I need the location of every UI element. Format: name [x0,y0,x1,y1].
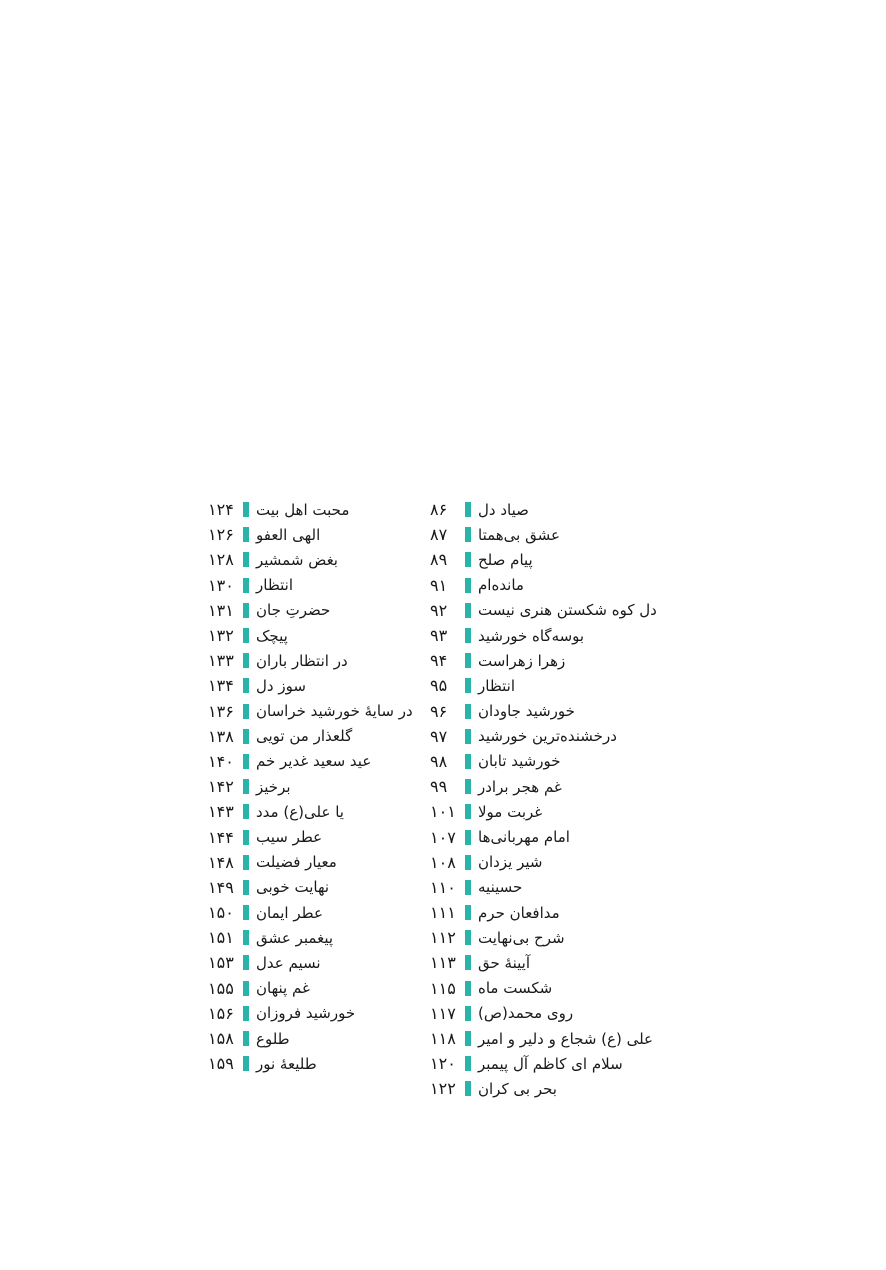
toc-entry[interactable] [430,749,670,774]
toc-entry-title: محبت اهل بیت [256,500,350,519]
toc-page-number: ۱۱۳ [430,953,456,973]
toc-page-number: ۱۴۹ [208,877,234,897]
toc-entry-title: خورشید جاودان [478,702,575,721]
toc-entry-title: غم هجر برادر [478,777,562,796]
toc-marker-icon [465,578,471,593]
toc-page-number: ۸۷ [430,525,448,545]
toc-entry[interactable] [430,950,670,975]
toc-marker-icon [243,628,249,643]
toc-marker-icon [243,880,249,895]
toc-page-number: ۱۲۲ [430,1079,456,1099]
toc-entry[interactable] [208,648,424,673]
toc-entry[interactable] [430,724,670,749]
toc-entry[interactable] [430,875,670,900]
toc-page-number: ۱۱۵ [430,978,456,998]
toc-entry[interactable] [208,749,424,774]
toc-column-left [208,497,424,1076]
toc-entry[interactable] [208,1051,424,1076]
toc-page-number: ۱۵۱ [208,928,234,948]
toc-page-number: ۹۹ [430,777,448,797]
toc-page-number: ۱۲۰ [430,1054,456,1074]
toc-entry-title: پیام صلح [478,550,533,569]
toc-entry[interactable] [208,950,424,975]
toc-entry-title: سلام ای کاظم آل پیمبر [478,1054,623,1073]
toc-entry[interactable] [430,1051,670,1076]
toc-page-number: ۱۲۴ [208,500,234,520]
toc-entry-title: گلعذار من تویی [256,727,353,746]
toc-marker-icon [243,981,249,996]
toc-page-number: ۱۵۵ [208,978,234,998]
toc-entry[interactable] [430,1001,670,1026]
toc-page-number: ۱۵۳ [208,953,234,973]
toc-entry[interactable] [430,925,670,950]
toc-page-number: ۱۵۰ [208,903,234,923]
toc-entry[interactable] [208,1001,424,1026]
toc-marker-icon [465,905,471,920]
toc-marker-icon [465,981,471,996]
toc-entry-title: غم پنهان [256,979,310,998]
toc-entry-title: دل کوه شکستن هنری نیست [478,601,657,620]
toc-page-number: ۹۳ [430,626,448,646]
toc-marker-icon [465,1006,471,1021]
toc-entry-title: طلیعهٔ نور [256,1054,317,1073]
toc-entry[interactable] [208,976,424,1001]
toc-entry-title: طلوع [256,1029,290,1048]
toc-page-number: ۹۴ [430,651,448,671]
toc-marker-icon [465,653,471,668]
toc-page-number: ۱۴۸ [208,852,234,872]
toc-entry-title: بحر بی کران [478,1079,557,1098]
toc-entry[interactable] [208,573,424,598]
toc-entry-title: صیاد دل [478,500,529,519]
toc-marker-icon [465,955,471,970]
toc-page-number: ۹۲ [430,600,448,620]
toc-marker-icon [243,855,249,870]
toc-marker-icon [243,804,249,819]
toc-page-number: ۱۵۸ [208,1029,234,1049]
toc-marker-icon [243,1006,249,1021]
toc-entry[interactable] [208,900,424,925]
toc-marker-icon [243,1056,249,1071]
toc-entry-title: بوسه‌گاه خورشید [478,626,585,645]
toc-marker-icon [465,1081,471,1096]
toc-marker-icon [243,552,249,567]
toc-page-number: ۱۱۱ [430,903,456,923]
toc-page-number: ۱۴۴ [208,827,234,847]
toc-page-number: ۱۳۱ [208,600,234,620]
toc-entry[interactable] [208,547,424,572]
toc-page-number: ۱۰۱ [430,802,456,822]
toc-marker-icon [243,1031,249,1046]
toc-marker-icon [465,527,471,542]
toc-entry-title: انتظار [256,576,293,595]
toc-entry[interactable] [430,699,670,724]
toc-entry-title: شکست ماه [478,979,553,998]
toc-marker-icon [465,855,471,870]
toc-entry[interactable] [430,673,670,698]
toc-entry-title: در سایهٔ خورشید خراسان [256,702,413,721]
toc-entry-title: خورشید فروزان [256,1004,356,1023]
toc-marker-icon [465,603,471,618]
toc-page-number: ۱۲۸ [208,550,234,570]
toc-entry[interactable] [430,774,670,799]
toc-entry-title: مانده‌ام [478,576,524,595]
toc-entry[interactable] [208,774,424,799]
toc-entry-title: عید سعید غدیر خم [256,752,372,771]
toc-entry[interactable] [208,623,424,648]
toc-entry-title: حضرتِ جان [256,601,331,620]
toc-page-number: ۱۲۶ [208,525,234,545]
toc-entry[interactable] [208,699,424,724]
toc-entry-title: روی محمد(ص) [478,1004,574,1023]
toc-page-number: ۱۳۸ [208,726,234,746]
toc-entry-title: یا علی(ع) مدد [256,802,344,821]
toc-entry-title: بغض شمشیر [256,550,338,569]
toc-page-number: ۱۳۳ [208,651,234,671]
toc-entry[interactable] [430,1026,670,1051]
toc-entry[interactable] [208,824,424,849]
toc-entry-title: آیینهٔ حق [478,953,530,972]
toc-entry-title: سوز دل [256,676,306,695]
toc-entry-title: برخیز [256,777,291,796]
toc-marker-icon [465,502,471,517]
toc-entry-title: معیار فضیلت [256,853,337,872]
toc-marker-icon [465,1056,471,1071]
toc-page-number: ۱۱۲ [430,928,456,948]
toc-entry[interactable] [208,522,424,547]
toc-entry-title: انتظار [478,676,515,695]
toc-marker-icon [465,779,471,794]
toc-page-number: ۱۳۶ [208,701,234,721]
toc-marker-icon [243,729,249,744]
toc-entry[interactable] [208,799,424,824]
toc-entry[interactable] [208,1026,424,1051]
toc-page-number: ۱۵۹ [208,1054,234,1074]
toc-entry-title: نسیم عدل [256,953,321,972]
toc-marker-icon [243,930,249,945]
toc-page-number: ۱۱۷ [430,1003,456,1023]
toc-entry-title: الهی العفو [256,525,321,544]
toc-page-number: ۱۴۰ [208,751,234,771]
toc-marker-icon [243,678,249,693]
toc-page-number: ۹۵ [430,676,448,696]
toc-column-right [430,497,670,1102]
toc-marker-icon [243,754,249,769]
toc-page-number: ۹۱ [430,575,448,595]
toc-entry[interactable] [430,598,670,623]
toc-entry-title: پیچک [256,626,288,645]
toc-entry[interactable] [430,522,670,547]
toc-entry-title: علی (ع) شجاع و دلیر و امیر [478,1029,653,1048]
toc-entry-title: خورشید تابان [478,752,561,771]
toc-entry-title: عشق بی‌همتا [478,525,560,544]
toc-entry[interactable] [430,573,670,598]
toc-marker-icon [243,578,249,593]
toc-marker-icon [465,830,471,845]
toc-page-number: ۱۰۸ [430,852,456,872]
toc-entry-title: نهایت خوبی [256,878,330,897]
toc-marker-icon [243,502,249,517]
toc-marker-icon [243,779,249,794]
toc-entry-title: عطر ایمان [256,903,323,922]
toc-entry[interactable] [430,900,670,925]
toc-page-number: ۹۸ [430,751,448,771]
toc-page-number: ۱۵۶ [208,1003,234,1023]
toc-entry-title: شیر یزدان [478,853,543,872]
toc-entry-title: شرح بی‌نهایت [478,928,565,947]
toc-entry[interactable] [430,976,670,1001]
toc-entry-title: عطر سیب [256,828,323,847]
toc-marker-icon [243,955,249,970]
toc-marker-icon [243,830,249,845]
toc-entry[interactable] [208,875,424,900]
toc-marker-icon [465,628,471,643]
toc-entry[interactable] [208,850,424,875]
toc-entry[interactable] [430,799,670,824]
toc-marker-icon [243,704,249,719]
toc-entry-title: حسینیه [478,878,523,897]
toc-marker-icon [465,930,471,945]
toc-marker-icon [465,754,471,769]
toc-marker-icon [243,653,249,668]
toc-entry[interactable] [430,824,670,849]
toc-marker-icon [465,678,471,693]
toc-marker-icon [465,552,471,567]
toc-page-number: ۱۱۸ [430,1029,456,1049]
toc-marker-icon [243,905,249,920]
toc-entry[interactable] [430,497,670,522]
toc-entry-title: امام مهربانی‌ها [478,828,570,847]
toc-entry-title: در انتظار باران [256,651,348,670]
toc-entry[interactable] [208,497,424,522]
toc-page-number: ۱۳۴ [208,676,234,696]
toc-marker-icon [465,1031,471,1046]
toc-page-number: ۸۹ [430,550,448,570]
toc-entry-title: درخشنده‌ترین خورشید [478,727,617,746]
toc-marker-icon [243,603,249,618]
toc-page-number: ۹۶ [430,701,448,721]
toc-marker-icon [465,704,471,719]
toc-entry[interactable] [430,623,670,648]
toc-marker-icon [465,804,471,819]
toc-marker-icon [465,880,471,895]
toc-page-number: ۱۰۷ [430,827,456,847]
toc-entry-title: پیغمبر عشق [256,928,334,947]
toc-entry[interactable] [208,598,424,623]
toc-marker-icon [465,729,471,744]
toc-entry[interactable] [208,724,424,749]
toc-entry[interactable] [430,1076,670,1101]
toc-page-number: ۱۳۰ [208,575,234,595]
toc-page-number: ۱۴۲ [208,777,234,797]
toc-marker-icon [243,527,249,542]
toc-entry[interactable] [208,673,424,698]
toc-page-number: ۸۶ [430,500,448,520]
toc-entry-title: غربت مولا [478,802,543,821]
toc-entry[interactable] [430,547,670,572]
toc-entry[interactable] [208,925,424,950]
toc-entry-title: زهرا زهراست [478,651,566,670]
toc-entry-title: مدافعان حرم [478,903,560,922]
toc-page-number: ۱۳۲ [208,626,234,646]
toc-page-number: ۹۷ [430,726,448,746]
toc-page-number: ۱۱۰ [430,877,456,897]
toc-page-number: ۱۴۳ [208,802,234,822]
toc-entry[interactable] [430,850,670,875]
toc-entry[interactable] [430,648,670,673]
